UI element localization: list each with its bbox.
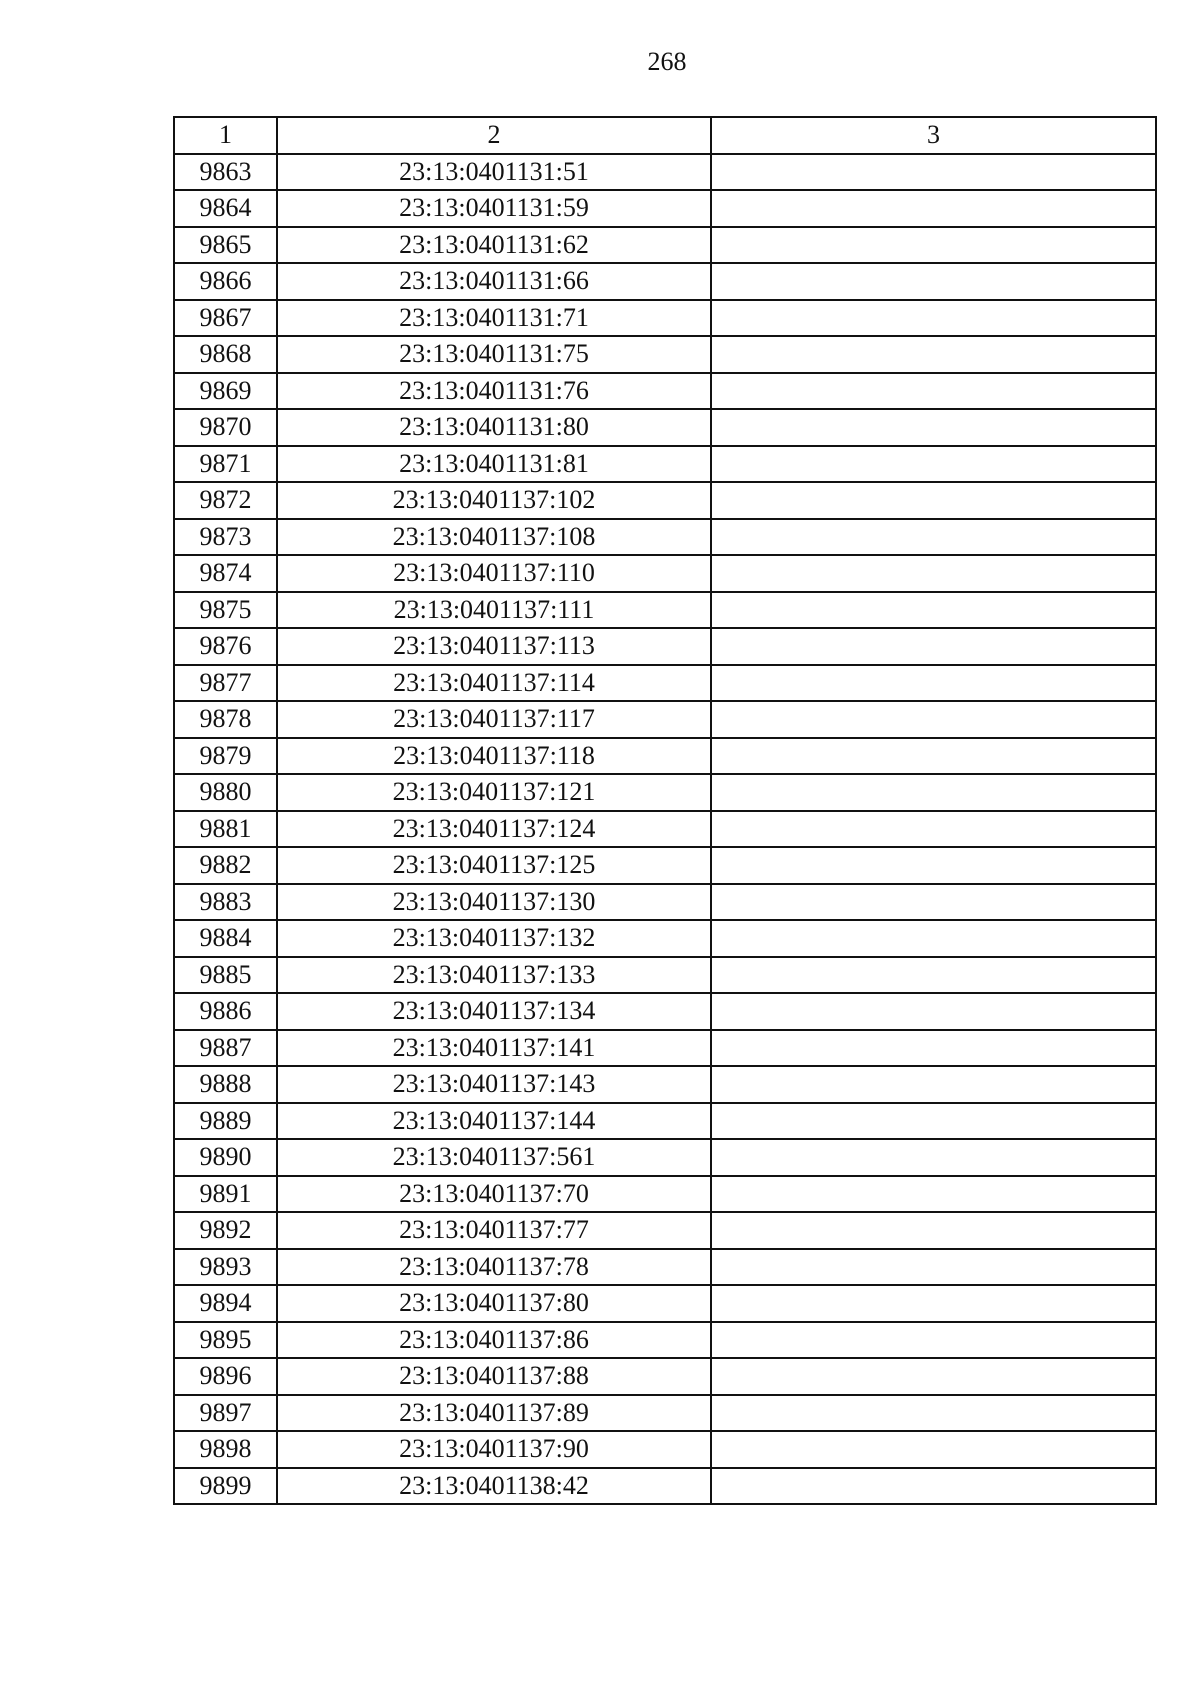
table-row	[174, 409, 1156, 446]
note-cell	[711, 555, 1156, 592]
table-row	[174, 1176, 1156, 1213]
note-cell	[711, 1066, 1156, 1103]
row-number-cell: 9891	[174, 1176, 277, 1213]
note-cell	[711, 446, 1156, 483]
row-number-cell: 9869	[174, 373, 277, 410]
row-number-cell: 9883	[174, 884, 277, 921]
table-row	[174, 519, 1156, 556]
cadastral-number-cell: 23:13:0401131:66	[277, 263, 711, 300]
cadastral-number-cell: 23:13:0401137:125	[277, 847, 711, 884]
cadastral-number-cell: 23:13:0401131:81	[277, 446, 711, 483]
table-row	[174, 1322, 1156, 1359]
note-cell	[711, 957, 1156, 994]
table-row	[174, 1468, 1156, 1505]
table-row	[174, 1212, 1156, 1249]
row-number-cell: 9896	[174, 1358, 277, 1395]
table-row	[174, 628, 1156, 665]
note-cell	[711, 993, 1156, 1030]
note-cell	[711, 628, 1156, 665]
table-row	[174, 957, 1156, 994]
row-number-cell: 9873	[174, 519, 277, 556]
row-number-cell: 9864	[174, 190, 277, 227]
table-row	[174, 774, 1156, 811]
row-number-cell: 9878	[174, 701, 277, 738]
cadastral-number-cell: 23:13:0401137:121	[277, 774, 711, 811]
table-row	[174, 482, 1156, 519]
row-number-cell: 9863	[174, 154, 277, 191]
table-row	[174, 592, 1156, 629]
table-row	[174, 1285, 1156, 1322]
note-cell	[711, 1285, 1156, 1322]
table-row	[174, 1431, 1156, 1468]
cadastral-number-cell: 23:13:0401137:70	[277, 1176, 711, 1213]
table-row	[174, 1103, 1156, 1140]
row-number-cell: 9897	[174, 1395, 277, 1432]
cadastral-number-cell: 23:13:0401137:561	[277, 1139, 711, 1176]
note-cell	[711, 1431, 1156, 1468]
note-cell	[711, 701, 1156, 738]
cadastral-number-cell: 23:13:0401137:133	[277, 957, 711, 994]
table-row	[174, 227, 1156, 264]
note-cell	[711, 154, 1156, 191]
note-cell	[711, 1468, 1156, 1505]
note-cell	[711, 592, 1156, 629]
cadastral-number-cell: 23:13:0401131:76	[277, 373, 711, 410]
note-cell	[711, 227, 1156, 264]
table-row	[174, 920, 1156, 957]
row-number-cell: 9868	[174, 336, 277, 373]
row-number-cell: 9867	[174, 300, 277, 337]
cadastral-number-cell: 23:13:0401137:89	[277, 1395, 711, 1432]
note-cell	[711, 665, 1156, 702]
table-body	[174, 117, 1156, 1504]
row-number-cell: 9885	[174, 957, 277, 994]
cadastral-number-cell: 23:13:0401137:114	[277, 665, 711, 702]
cadastral-number-cell: 23:13:0401137:118	[277, 738, 711, 775]
row-number-cell: 9879	[174, 738, 277, 775]
row-number-cell: 9881	[174, 811, 277, 848]
table-row	[174, 555, 1156, 592]
note-cell	[711, 847, 1156, 884]
note-cell	[711, 519, 1156, 556]
note-cell	[711, 1103, 1156, 1140]
cadastral-number-cell: 23:13:0401137:117	[277, 701, 711, 738]
row-number-cell: 9875	[174, 592, 277, 629]
row-number-cell: 9865	[174, 227, 277, 264]
cadastral-number-cell: 23:13:0401137:130	[277, 884, 711, 921]
cadastral-number-cell: 23:13:0401137:144	[277, 1103, 711, 1140]
data-table	[173, 116, 1157, 1505]
cadastral-number-cell: 23:13:0401137:111	[277, 592, 711, 629]
row-number-cell: 9877	[174, 665, 277, 702]
table-row	[174, 336, 1156, 373]
note-cell	[711, 920, 1156, 957]
table-row	[174, 847, 1156, 884]
note-cell	[711, 373, 1156, 410]
note-cell	[711, 409, 1156, 446]
column-header-2: 2	[277, 117, 711, 154]
table-row	[174, 300, 1156, 337]
row-number-cell: 9880	[174, 774, 277, 811]
row-number-cell: 9872	[174, 482, 277, 519]
table-row	[174, 1139, 1156, 1176]
cadastral-number-cell: 23:13:0401137:78	[277, 1249, 711, 1286]
cadastral-number-cell: 23:13:0401137:90	[277, 1431, 711, 1468]
note-cell	[711, 774, 1156, 811]
note-cell	[711, 300, 1156, 337]
cadastral-number-cell: 23:13:0401131:71	[277, 300, 711, 337]
table-row	[174, 738, 1156, 775]
row-number-cell: 9895	[174, 1322, 277, 1359]
row-number-cell: 9884	[174, 920, 277, 957]
table-row	[174, 190, 1156, 227]
row-number-cell: 9870	[174, 409, 277, 446]
cadastral-number-cell: 23:13:0401131:75	[277, 336, 711, 373]
note-cell	[711, 811, 1156, 848]
cadastral-number-cell: 23:13:0401137:88	[277, 1358, 711, 1395]
row-number-cell: 9887	[174, 1030, 277, 1067]
cadastral-number-cell: 23:13:0401137:124	[277, 811, 711, 848]
table-row	[174, 1358, 1156, 1395]
cadastral-number-cell: 23:13:0401131:62	[277, 227, 711, 264]
table-row	[174, 1395, 1156, 1432]
row-number-cell: 9882	[174, 847, 277, 884]
note-cell	[711, 884, 1156, 921]
note-cell	[711, 738, 1156, 775]
row-number-cell: 9874	[174, 555, 277, 592]
cadastral-number-cell: 23:13:0401137:113	[277, 628, 711, 665]
cadastral-number-cell: 23:13:0401137:134	[277, 993, 711, 1030]
cadastral-number-cell: 23:13:0401131:80	[277, 409, 711, 446]
note-cell	[711, 190, 1156, 227]
table-row	[174, 993, 1156, 1030]
page-number: 268	[647, 47, 687, 76]
table-header-row	[174, 117, 1156, 154]
column-header-1: 1	[174, 117, 277, 154]
cadastral-number-cell: 23:13:0401131:51	[277, 154, 711, 191]
table-row	[174, 811, 1156, 848]
note-cell	[711, 1395, 1156, 1432]
cadastral-number-cell: 23:13:0401138:42	[277, 1468, 711, 1505]
row-number-cell: 9899	[174, 1468, 277, 1505]
note-cell	[711, 336, 1156, 373]
table-row	[174, 373, 1156, 410]
cadastral-number-cell: 23:13:0401137:102	[277, 482, 711, 519]
table-row	[174, 701, 1156, 738]
note-cell	[711, 1322, 1156, 1359]
cadastral-number-cell: 23:13:0401131:59	[277, 190, 711, 227]
row-number-cell: 9893	[174, 1249, 277, 1286]
row-number-cell: 9894	[174, 1285, 277, 1322]
cadastral-number-cell: 23:13:0401137:77	[277, 1212, 711, 1249]
table-row	[174, 1066, 1156, 1103]
note-cell	[711, 1139, 1156, 1176]
table-row	[174, 263, 1156, 300]
note-cell	[711, 263, 1156, 300]
note-cell	[711, 1249, 1156, 1286]
note-cell	[711, 482, 1156, 519]
row-number-cell: 9876	[174, 628, 277, 665]
row-number-cell: 9889	[174, 1103, 277, 1140]
note-cell	[711, 1176, 1156, 1213]
cadastral-number-cell: 23:13:0401137:108	[277, 519, 711, 556]
cadastral-number-cell: 23:13:0401137:86	[277, 1322, 711, 1359]
note-cell	[711, 1212, 1156, 1249]
row-number-cell: 9892	[174, 1212, 277, 1249]
table-row	[174, 446, 1156, 483]
note-cell	[711, 1358, 1156, 1395]
cadastral-number-cell: 23:13:0401137:141	[277, 1030, 711, 1067]
cadastral-number-cell: 23:13:0401137:110	[277, 555, 711, 592]
note-cell	[711, 1030, 1156, 1067]
cadastral-number-cell: 23:13:0401137:80	[277, 1285, 711, 1322]
row-number-cell: 9888	[174, 1066, 277, 1103]
table-row	[174, 884, 1156, 921]
table-row	[174, 1030, 1156, 1067]
row-number-cell: 9890	[174, 1139, 277, 1176]
table-row	[174, 665, 1156, 702]
row-number-cell: 9866	[174, 263, 277, 300]
row-number-cell: 9871	[174, 446, 277, 483]
row-number-cell: 9898	[174, 1431, 277, 1468]
table-row	[174, 154, 1156, 191]
cadastral-number-cell: 23:13:0401137:132	[277, 920, 711, 957]
column-header-3: 3	[711, 117, 1156, 154]
table-row	[174, 1249, 1156, 1286]
cadastral-number-cell: 23:13:0401137:143	[277, 1066, 711, 1103]
row-number-cell: 9886	[174, 993, 277, 1030]
